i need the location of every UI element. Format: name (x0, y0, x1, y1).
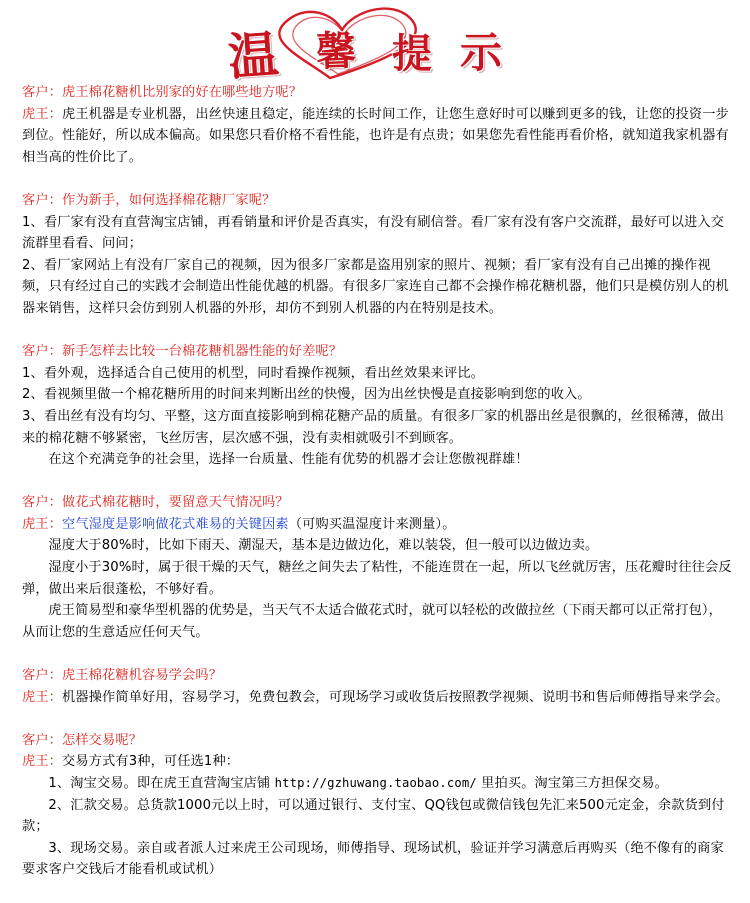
question-text: 客户：作为新手，如何选择棉花糖厂家呢？ (22, 192, 276, 208)
trade-text: 1、淘宝交易。即在虎王直营淘宝店铺 (48, 776, 275, 791)
faq-content (22, 82, 734, 903)
title-char: 馨 (315, 27, 357, 76)
title-char: 提 (392, 30, 432, 77)
list-item: 2、看厂家网站上有没有厂家自己的视频，因为很多厂家都是盗用别家的照片、视频；看厂家有没有自己出摊的操作视频，只有经过自己的实践才会制造出性能优越的机器。有很多厂家连自己都不会操作棉花糖机器，他们只是模仿别人的机器来销售，这样只会仿到别人机器的外形，却仿不到别人机器的内在特别是技术。 (22, 257, 729, 316)
faq-section (22, 341, 734, 471)
answer-body: （可购买温湿度计来测量）。 (288, 516, 456, 532)
header-banner (0, 0, 750, 88)
title-char: 温 (226, 24, 281, 87)
speaker-label: 虎王： (22, 754, 63, 770)
question-text: 客户：新手怎样去比较一台棉花糖机器性能的好差呢？ (22, 344, 343, 360)
faq-section (22, 730, 734, 881)
speaker-label: 虎王： (22, 689, 63, 705)
list-item: 3、看出丝有没有均匀、平整，这方面直接影响到棉花糖产品的质量。有很多厂家的机器出丝是很飘的，丝很稀薄，做出来的棉花糖不够紧密，飞丝厉害，层次感不强，没有卖相就吸引不到顾客。 (22, 408, 725, 446)
faq-section (22, 82, 734, 168)
faq-section (22, 190, 734, 320)
answer-text (22, 687, 734, 709)
answer-body: 虎王机器是专业机器，出丝快速且稳定，能连续的长时间工作，让您生意好时可以赚到更多的钱，让您的投资一步到位。性能好，所以成本偏高。如果您只看价格不看性能，也许是有点贵；如果您先看性能再看价格，就知道我家机器有相当高的性价比了。 (22, 106, 729, 165)
answer-body: 机器操作简单好用，容易学习，免费包教会，可现场学习或收货后按照教学视频、说明书和售后师傅指导来学会。 (62, 689, 729, 705)
list-item: 2、看视频里做一个棉花糖所用的时间来判断出丝的快慢，因为出丝快慢是直接影响到您的收入。 (22, 387, 591, 403)
paragraph: 湿度大于80%时，比如下雨天、潮湿天，基本是边做边化，难以装袋，但一般可以边做边卖。 (48, 538, 599, 554)
trade-item (22, 773, 734, 795)
store-link[interactable]: http://gzhuwang.taobao.com/ (274, 776, 477, 790)
question-text: 客户：做花式棉花糖时，要留意天气情况吗？ (22, 495, 289, 511)
closing-text: 在这个充满竞争的社会里，选择一台质量、性能有优势的机器才会让您傲视群雄！ (48, 452, 529, 468)
paragraph: 湿度小于30%时，属于很干燥的天气，糖丝之间失去了粘性，不能连贯在一起，所以飞丝就厉害，压花瓣时往往会反弹，做出来后很蓬松，不够好看。 (22, 560, 732, 597)
answer-text (22, 104, 734, 169)
title-char: 示 (460, 28, 503, 77)
speaker-label: 虎王： (22, 106, 63, 122)
question-text: 客户：虎王棉花糖机容易学会吗？ (22, 668, 223, 684)
question-text: 客户：虎王棉花糖机比别家的好在哪些地方呢？ (22, 85, 303, 100)
trade-text: 里拍买。淘宝第三方担保交易。 (476, 776, 668, 791)
answer-text (22, 751, 734, 773)
answer-body: 交易方式有3种，可任选1种： (62, 754, 240, 770)
faq-section (22, 492, 734, 643)
speaker-label: 虎王： (22, 516, 63, 532)
answer-text (22, 514, 734, 536)
list-item: 1、看外观，选择适合自己使用的机型，同时看操作视频，看出丝效果来评比。 (22, 365, 485, 381)
highlight-text: 空气湿度是影响做花式难易的关键因素 (62, 516, 289, 532)
page-title (226, 14, 548, 87)
list-item: 1、看厂家有没有直营淘宝店铺，再看销量和评价是否真实，有没有刷信誉。看厂家有没有客户交流群，最好可以进入交流群里看看、问问； (22, 214, 725, 252)
faq-section (22, 665, 734, 708)
trade-item: 2、汇款交易。总货款1000元以上时，可以通过银行、支付宝、QQ钱包或微信钱包先汇来500元定金，余款货到付款； (22, 797, 725, 835)
question-text: 客户：怎样交易呢？ (22, 732, 143, 748)
paragraph: 虎王简易型和豪华型机器的优势是，当天气不太适合做花式时，就可以轻松的改做拉丝（下雨天都可以正常打包），从而让您的生意适应任何天气。 (22, 603, 722, 640)
trade-item: 3、现场交易。亲自或者派人过来虎王公司现场，师傅指导、现场试机，验证并学习满意后再购买（绝不像有的商家要求客户交钱后才能看机或试机） (22, 840, 724, 878)
